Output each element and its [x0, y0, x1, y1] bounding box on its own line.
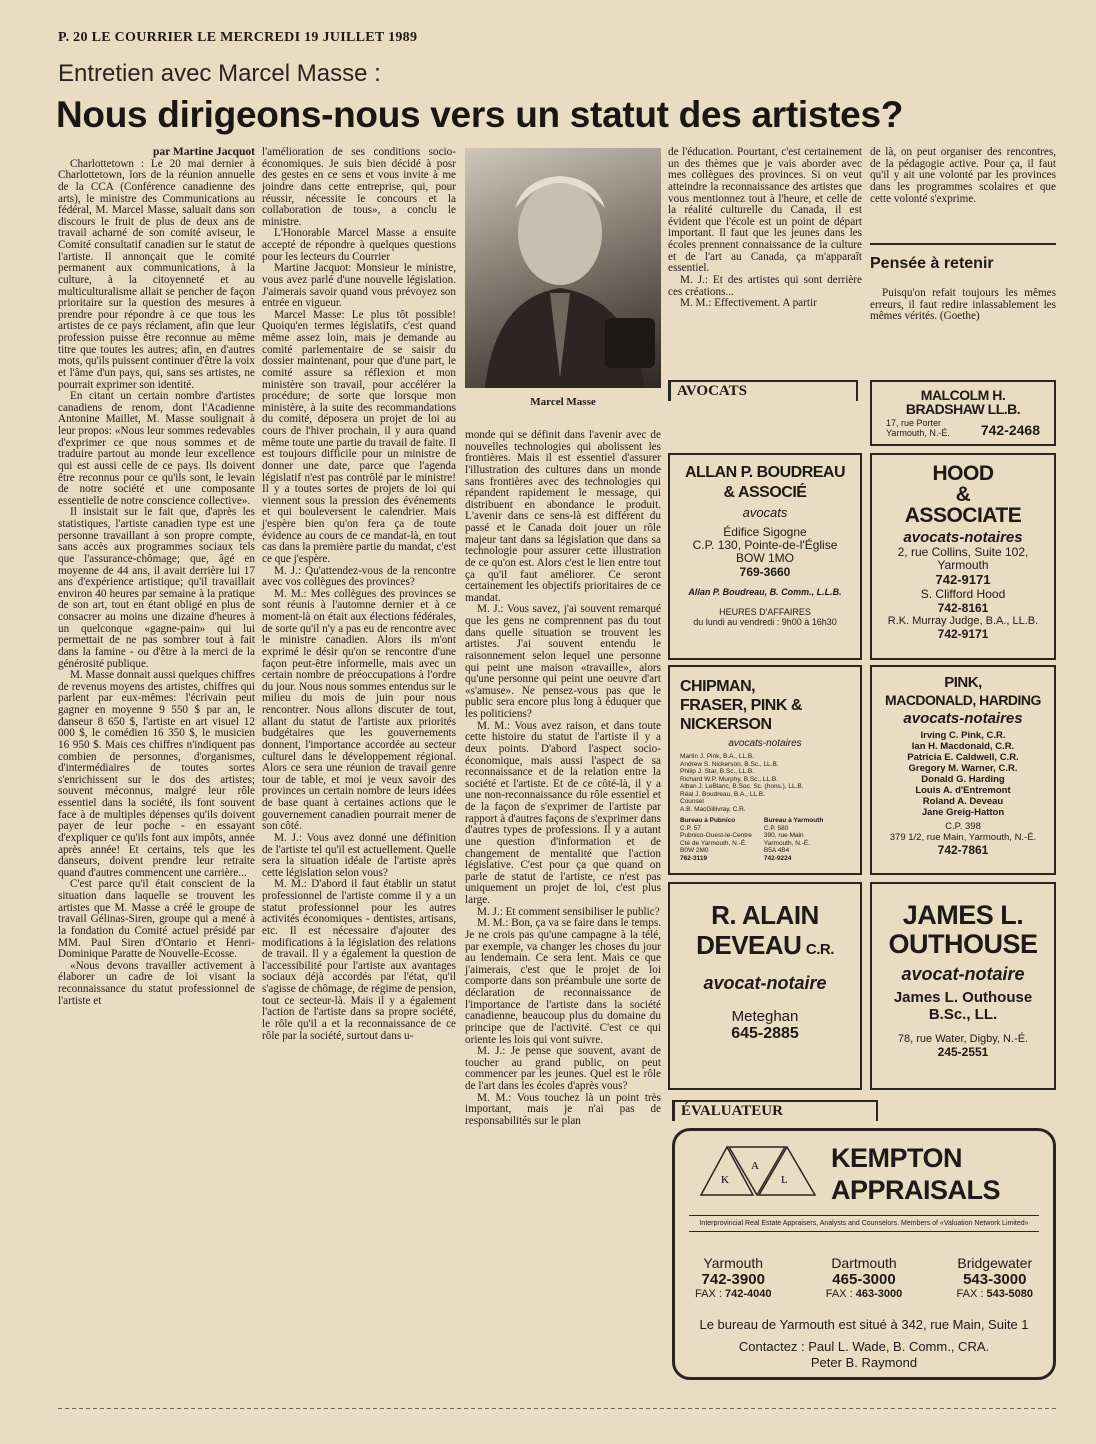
ad-person: James L. Outhouse — [893, 989, 1033, 1006]
ad-phone: 742-9171 — [937, 627, 989, 641]
ad-name: ASSOCIATE — [904, 504, 1022, 527]
ad-role: avocat-notaire — [703, 973, 827, 993]
paragraph: M. Masse donnait aussi quelques chiffres de revenus moyens des artistes, chiffres qui parlent par eux-mêmes: l'écrivain peut gagner en moyenne 9 550 $ par an, le danseur 8 650 $, l'artiste en art visuel 12 000 $, le comédien 16 350 $, le musicien 16 950 $. Mais ces chiffres n'indiquent pas combien de personnes, d'organismes, d'intermédiaires de toutes sortes s'enrichissent sur le dos des artistes; souvent méconnus, malgré leur rôle essentiel dans la société, ils font souvent face à de multiples dépenses qu'ils doivent payer de leur poche - en essayant d'expliquer ce qu'ils font aux impôts, année après année! Et certains, tels que les danseurs, doivent prendre leur retraite quand d'autres commencent une carrière... — [58, 669, 255, 879]
office-title: Bureau à Yarmouth — [763, 817, 824, 824]
paragraph: de l'éducation. Pourtant, c'est certainement un des thèmes que je vais aborder avec mes collègues des provinces. Si on veut atteindre la reconnaissance des artistes que vous mentionnez tout à l'heure, et celle de la réalité culturelle du Canada, il est évident que l'école est un point de départ important. Il faut que les jeunes dans les écoles prennent connaissance de la culture et de l'art au Canada, ça m'apparaît essentiel. — [668, 146, 862, 275]
ad-role: avocats-notaires — [728, 738, 802, 749]
kal-logo-icon — [699, 1143, 819, 1199]
section-evaluateur: ÉVALUATEUR — [672, 1100, 878, 1121]
office-fax: 742-4040 — [724, 1288, 772, 1300]
ad-name: R. ALAIN — [711, 900, 819, 930]
bottom-dotted-rule — [58, 1408, 1056, 1409]
ad-alain-deveau — [668, 882, 862, 1090]
list-item: Counsel — [680, 798, 704, 805]
portrait-photo — [465, 148, 661, 388]
paragraph: M. J.: Vous avez donné une définition de l'artiste tel qu'il est actuellement. Quelle sera la situation idéale de l'artiste après cette législation selon vous? — [262, 831, 456, 879]
ad-address: Yarmouth — [937, 558, 989, 572]
paragraph: M. J.: Qu'attendez-vous de la rencontre avec vos collègues des provinces? — [262, 564, 456, 589]
ad-address: C.P. 130, Pointe-de-l'Église — [692, 538, 838, 552]
paragraph: C'est parce qu'il était conscient de la situation dans laquelle se trouvent les artistes que M. Masse a créé le groupe de travail Gélinas-Siren, groupe qui a mené à la fondation du Comité actuel présidé par MM. Paul Siren d'Ontario et Henri-Dominique Paratte de Nouvelle-Ecosse. — [58, 878, 255, 961]
article-column-5 — [870, 147, 1056, 205]
ad-name: DEVEAU — [696, 930, 802, 960]
section-avocats: AVOCATS — [668, 380, 858, 401]
list-item: Roland A. Deveau — [922, 796, 1004, 807]
article-column-2 — [262, 147, 456, 1042]
paragraph: «Nous devons travailler activement à élaborer un cadre de loi visant la reconnaissance du statut professionnel de l'artiste et — [58, 959, 255, 1007]
ad-name: FRASER, PINK & — [680, 697, 802, 714]
office-city: Bridgewater — [957, 1255, 1033, 1271]
list-item: Gregory M. Warner, C.R. — [908, 763, 1018, 774]
ad-address: 2, rue Collins, Suite 102, — [897, 545, 1029, 559]
page-header: P. 20 LE COURRIER LE MERCREDI 19 JUILLET 1989 — [58, 30, 418, 45]
paragraph: M. J.: Et comment sensibiliser le public? — [477, 905, 660, 918]
office-city: Dartmouth — [831, 1255, 897, 1271]
ad-phone: 762-3119 — [680, 854, 708, 862]
ad-name: & — [955, 483, 971, 506]
ad-address: B0W 2M0 — [680, 847, 709, 854]
pensee-text: Puisqu'on refait toujours les mêmes erreurs, il faut redire inlassablement les mêmes vérités. (Goethe) — [870, 287, 1056, 323]
ad-address: Yarmouth, N.-É. — [763, 839, 811, 847]
photo-caption: Marcel Masse — [530, 396, 596, 408]
office-city: Yarmouth — [703, 1255, 764, 1271]
ad-phone: 742-2468 — [980, 422, 1040, 438]
paragraph: M. M.: Bon, ça va se faire dans le temps. Je ne crois pas qu'une campagne à la télé, par exemple, va changer les choses du jour au lendemain. Ce sera lent. Mais ce que j'aimerais, c'est que le projet de loi comporte dans son préambule une sorte de déclaration de reconnaissance de l'importance de l'artiste dans la société canadienne, beaucoup plus du domaine du principe que de l'activité. C'est ce qui oriente les lois qui vont suivre. — [465, 917, 661, 1046]
ad-address: Yarmouth, N.-É. — [886, 428, 950, 438]
ad-hours: HEURES D'AFFAIRES — [719, 607, 811, 617]
ad-contact: Peter B. Raymond — [810, 1355, 918, 1370]
list-item: Ian H. Macdonald, C.R. — [911, 741, 1015, 752]
ad-address: 390, rue Main — [763, 832, 804, 839]
ad-address: 17, rue Porter — [886, 418, 942, 428]
ad-address: Pubnico-Ouest-le-Centre — [680, 832, 752, 839]
logo-letter: A — [751, 1160, 759, 1172]
ad-phone: 769-3660 — [739, 565, 791, 579]
paragraph: M. M.: D'abord il faut établir un statut professionnel de l'artiste comme il y a un statut professionnel pour les autres activités économiques - dentistes, artisans, etc. Il est nécessaire d'ajouter des modifications à la législation des relations de travail. Il y a également la question de l'accessibilité pour l'artiste aux avantages sociaux déjà accordés par l'état, qu'il s'agisse de chômage, de régime de pension, tout ce secteur-là. Mais il y a également l'action de l'artiste dans sa propre société, le rôle qu'il a et la reconnaissance de ce rôle par la société, surtout dans u- — [262, 878, 457, 1042]
paragraph: de là, on peut organiser des rencontres, de la pédagogie active. Pour ça, il faut qu'il y ait une volonté par les provinces dans les programmes scolaires et que cette volonté s'exprime. — [870, 146, 1056, 205]
office-phone: 742-3900 — [701, 1271, 765, 1288]
list-item: Irving C. Pink, C.R. — [920, 730, 1006, 741]
ad-allan-boudreau — [668, 453, 862, 660]
ad-malcolm-bradshaw — [870, 380, 1056, 446]
list-item: Réal J. Boudreau, B.A., LL.B. — [680, 790, 765, 798]
ad-name: PINK, — [944, 674, 982, 691]
fax-label: FAX : — [825, 1288, 853, 1300]
ad-name: MACDONALD, HARDING — [885, 692, 1041, 708]
article-title: Nous dirigeons-nous vers un statut des artistes? — [56, 94, 904, 135]
paragraph: L'Honorable Marcel Masse a ensuite accepté de répondre à quelques questions pour les lecteurs du Courrier — [262, 227, 456, 263]
portrait-figure-icon — [465, 148, 661, 388]
ad-person: S. Clifford Hood — [920, 587, 1006, 601]
ad-address: 78, rue Water, Digby, N.-É. — [897, 1033, 1029, 1045]
ad-signature: Allan P. Boudreau, B. Comm., L.L.B. — [688, 587, 842, 597]
ad-person: R.K. Murray Judge, B.A., LL.B. — [887, 615, 1039, 627]
office-list — [695, 1255, 1033, 1300]
ad-address: Le bureau de Yarmouth est situé à 342, rue Main, Suite 1 — [699, 1317, 1029, 1332]
paragraph: En citant un certain nombre d'artistes canadiens de renom, dont l'Acadienne Antonine Maillet, M. Masse soulignait à leur propos: «Nous leur sommes redevables d'exprimer ce que nous sommes et de traduire partout au monde leur excellence qui est aussi celle de ce pays. Ils doivent être reconnus pour ce qu'ils sont, le levain de notre société et une composante essentielle de notre conscience collective». — [58, 390, 255, 507]
ad-hood-associate — [870, 453, 1056, 660]
article-column-4 — [668, 147, 862, 310]
ad-contact: Contactez : Paul L. Wade, B. Comm., CRA. — [738, 1339, 990, 1354]
paragraph: M. J.: Je pense que souvent, avant de toucher au grand public, on peut commencer par les jeunes. Quel est le rôle de l'art dans les écoles d'après vous? — [465, 1045, 661, 1092]
ad-address: C.P. 398 — [945, 821, 981, 832]
paragraph: M. M.: Vous touchez là un point très important, mais je n'ai pas de responsabilités sur le plan — [465, 1091, 661, 1127]
ad-role: avocats-notaires — [903, 529, 1023, 546]
office-fax: 543-5080 — [986, 1288, 1033, 1300]
ad-name: ALLAN P. BOUDREAU — [684, 464, 846, 481]
paragraph: M. J.: Vous savez, j'ai souvent remarqué que les gens ne comprennent pas du tout dans quelle situation se trouvent les artistes. J'ai souvent entendu le raisonnement selon lequel une personne qui peint une maison «travaille», alors qu'une personne qui peint une oeuvre d'art «s'amuse». Ne pensez-vous pas que le public sera encore plus long à éduquer que les politiciens? — [465, 603, 661, 720]
ad-tagline: Interprovincial Real Estate Appraisers, Analysts and Counselors. Members of «Valuation Network Limited» — [689, 1215, 1039, 1232]
ad-phone: 645-2885 — [731, 1025, 799, 1042]
ad-address: Cté de Yarmouth, N.-É. — [680, 839, 747, 847]
office-fax: 463-3000 — [855, 1288, 903, 1300]
list-item: Alban J. LeBlanc, B.Soc. Sc. (hons.), LL.B. — [680, 783, 804, 790]
ad-address: 379 1/2, rue Main, Yarmouth, N.-É. — [889, 832, 1037, 843]
ad-name: KEMPTON — [831, 1143, 963, 1173]
pensee-title: Pensée à retenir — [870, 255, 994, 272]
ad-name: CHIPMAN, — [680, 678, 756, 695]
ad-name: BRADSHAW LL.B. — [905, 401, 1021, 417]
fax-label: FAX : — [956, 1288, 984, 1300]
ad-kempton-appraisals — [672, 1128, 1056, 1380]
paragraph: Il insistait sur le fait que, d'après les statistiques, l'artiste canadien type est une personne travaillant à son propre compte, sans accès aux programmes sociaux tels que l'assurance-chômage; que, âgé en moyenne de 44 ans, il avait derrière lui 17 ans d'expérience artistique; qu'il travaillait environ 40 heures par semaine à la pratique de son art, tout en étant obligé en plus de consacrer au moins une dizaine d'heures à un quelconque «gagne-pain» qui lui permettait de ne pas sombrer tout à fait dans la famine - ou d'être à la merci de la générosité publique. — [58, 506, 255, 670]
ad-phone: 742-9224 — [763, 854, 792, 862]
paragraph: Marcel Masse: Le plus tôt possible! Quoiqu'en termes législatifs, c'est quand même assez loin, mais je demande au comité parlementaire de se saisir du dossier maintenant, pour que d'une part, le comité assure sa réflexion et mon ministère son travail, pour accélérer la procédure; de sorte que lorsque mon ministère, à la suite des recommandations du comité, déposera un projet de loi au cours de l'hiver prochain, il y aura quand même toute une partie du travail de faite. Il est toujours difficile pour un ministre de donner une date, parce que l'agenda législatif n'est pas contrôlé par le ministre! Il y a toutes sortes de projets de loi qui viennent sous la pression des événements et qui bouleversent le calendrier. Mais j'espère bien qu'on fera ça de toute évidence au cours de ce mandat-là, en tout cas dans la première partie du mandat, c'est ce que j'espère. — [262, 308, 456, 565]
paragraph: M. M.: Effectivement. A partir — [680, 297, 817, 310]
ad-chipman-fraser-pink-nickerson — [668, 665, 862, 875]
ad-name: & ASSOCIÉ — [723, 484, 807, 501]
ad-address: C.P. 57 — [680, 824, 701, 832]
paragraph: l'amélioration de ses conditions socio-économiques. Je suis bien décidé à posr des gestes en ce sens et vous invite à me joindre dans cette entreprise, qui, pour réussir, nécessite le concours et la collaboration de tous», a conclu le ministre. — [262, 146, 456, 228]
paragraph: M. J.: Et des artistes qui sont derrière ces créations... — [668, 273, 862, 298]
paragraph: Martine Jacquot: Monsieur le ministre, vous avez parlé d'une nouvelle législation. J'aimerais savoir quand vous prévoyez son entrée en vigueur. — [262, 262, 456, 310]
ad-role: avocat-notaire — [901, 964, 1025, 984]
divider — [870, 243, 1056, 245]
article-column-1 — [58, 147, 255, 1007]
office-phone: 543-3000 — [963, 1271, 1027, 1288]
fax-label: FAX : — [695, 1288, 722, 1300]
article-subtitle: Entretien avec Marcel Masse : — [58, 60, 381, 87]
ad-role: avocats-notaires — [903, 710, 1023, 727]
office-0 — [695, 1255, 771, 1300]
list-item: Richard W.P. Murphy, B.Sc., LL.B. — [680, 775, 779, 783]
ad-james-outhouse — [870, 882, 1056, 1090]
office-title: Bureau à Pubnico — [680, 817, 736, 824]
logo-letter: L — [781, 1174, 788, 1186]
ad-address: Édifice Sigogne — [723, 525, 807, 539]
logo-letter: K — [721, 1174, 729, 1186]
list-item: Martin J. Pink, B.A., LL.B. — [680, 753, 755, 760]
ad-phone: 742-9171 — [935, 572, 991, 587]
ad-hours: du lundi au vendredi : 9h00 à 16h30 — [693, 617, 837, 627]
ad-address: Meteghan — [731, 1008, 799, 1025]
paragraph: M. M.: Mes collègues des provinces se sont réunis à l'automne dernier et à ce moment-là on était aux élections fédérales, de sorte qu'il n'y a pas eu de rencontre avec le ministre canadien. Alors ils m'ont exprimé le désir qu'on se rencontre d'une façon peut-être informelle, mais avec un certain nombre de préoccupations à l'ordre du jour. Nous nous sommes entendus sur le milieu du mois de juin pour nous rencontrer. Nous allons discuter de tout, allant du statut de l'artiste aux priorités budgétaires que les gouvernements donnent, l'importance accordée au secteur culturel dans le développement régional. Alors ce sera une réunion de travail genre tour de table, et moi je veux savoir des provinces un certain nombre de leurs idées de base quant à certaines actions que le gouvernement canadien pourrait mener de son côté. — [262, 587, 456, 833]
office-1 — [826, 1255, 902, 1300]
list-item: Jane Greig-Hatton — [921, 807, 1005, 818]
list-item: Patricia E. Caldwell, C.R. — [907, 752, 1019, 763]
ad-name: JAMES L. — [902, 900, 1024, 930]
list-item: Andrew S. Nickerson, B.Sc., LL.B. — [680, 760, 779, 768]
paragraph: Charlottetown : Le 20 mai dernier à Charlottetown, lors de la réunion annuelle de la CCA (Conférence canadienne des arts), le ministre des Communications au fédéral, M. Marcel Masse, saluait dans son discours le fruit de plus de deux ans de travail acharné de son comité aviseur, le Comité consultatif canadien sur le statut de l'artiste. Il annonçait que le comité permanent aux communications, à la culture, à la citoyenneté et au multiculturalisme allait se pencher de façon prioritaire sur la question des mesures à prendre pour répondre à ce que tous les artistes de ce pays réclament, afin que leur profession puisse être reconnue au même titre que toutes les autres; afin, en d'autres mots, qu'ils puissent continuer d'être la voix et l'âme d'un pays, qui, sans ses artistes, ne pourrait exprimer son identité. — [58, 157, 255, 391]
ad-phone: 742-7861 — [937, 843, 989, 857]
ad-suffix: C.R. — [805, 941, 834, 958]
ad-name: NICKERSON — [680, 716, 772, 733]
paragraph: monde qui se définit dans l'avenir avec de nouvelles technologies qui abolissent les frontières. Mais il est essentiel d'assurer l'illustration des cultures dans un monde sans frontières avec des technologies qui répandent rapidement le message, qui distribuent en abondance le produit. L'avenir dans ce sens-là est différent du passé et le Canada doit jouer un rôle majeur tant dans sa législation que dans sa technologie pour assurer cette illustration de ce qu'on est. Alors c'est le lien entre tout ça qu'il faut améliorer. Ce seront certainement les objectifs prioritaires de ce mandat. — [465, 429, 661, 604]
list-item: Donald G. Harding — [921, 774, 1005, 785]
paragraph: M. M.: Vous avez raison, et dans toute cette histoire du statut de l'artiste il y a deux points. D'abord l'aspect socio-économique, mais aussi l'aspect de sa reconnaissance et de la relation entre la société et l'artiste. Et de ce côté-là, il y a une non-reconnaissance du rôle essentiel et de la façon de s'exprimer de l'artiste par rapport à d'autres façons de s'exprimer dans d'autres types de professions. Il y a autant une question d'information et de changement de mentalité que l'action législative. C'est pour ça que quand on parle de statut de l'artiste, ce n'est pas uniquement un projet de loi, c'est plus large. — [465, 719, 661, 906]
ad-address: BOW 1MO — [735, 551, 794, 565]
office-2 — [957, 1255, 1033, 1300]
ad-phone: 742-8161 — [937, 601, 989, 615]
list-item: Louis A. d'Entremont — [915, 785, 1011, 796]
ad-name: HOOD — [932, 462, 994, 485]
ad-pink-macdonald-harding — [870, 665, 1056, 875]
ad-name: APPRAISALS — [831, 1175, 1001, 1205]
ad-name: OUTHOUSE — [888, 929, 1038, 959]
ad-role: avocats — [742, 505, 788, 520]
ad-phone: 245-2551 — [937, 1045, 989, 1059]
ad-name: MALCOLM H. — [920, 387, 1006, 403]
ad-person: B.Sc., LL. — [928, 1006, 998, 1023]
list-item: A.B. MacGillivray, C.R. — [680, 805, 746, 813]
list-item: Philip J. Star, B.Sc., LL.B. — [680, 768, 755, 775]
ad-address: B5A 4B4 — [763, 847, 790, 854]
office-phone: 465-3000 — [832, 1271, 896, 1288]
byline: par Martine Jacquot — [152, 146, 255, 158]
article-column-3 — [465, 430, 661, 1128]
ad-address: C.P. 580 — [763, 824, 789, 832]
